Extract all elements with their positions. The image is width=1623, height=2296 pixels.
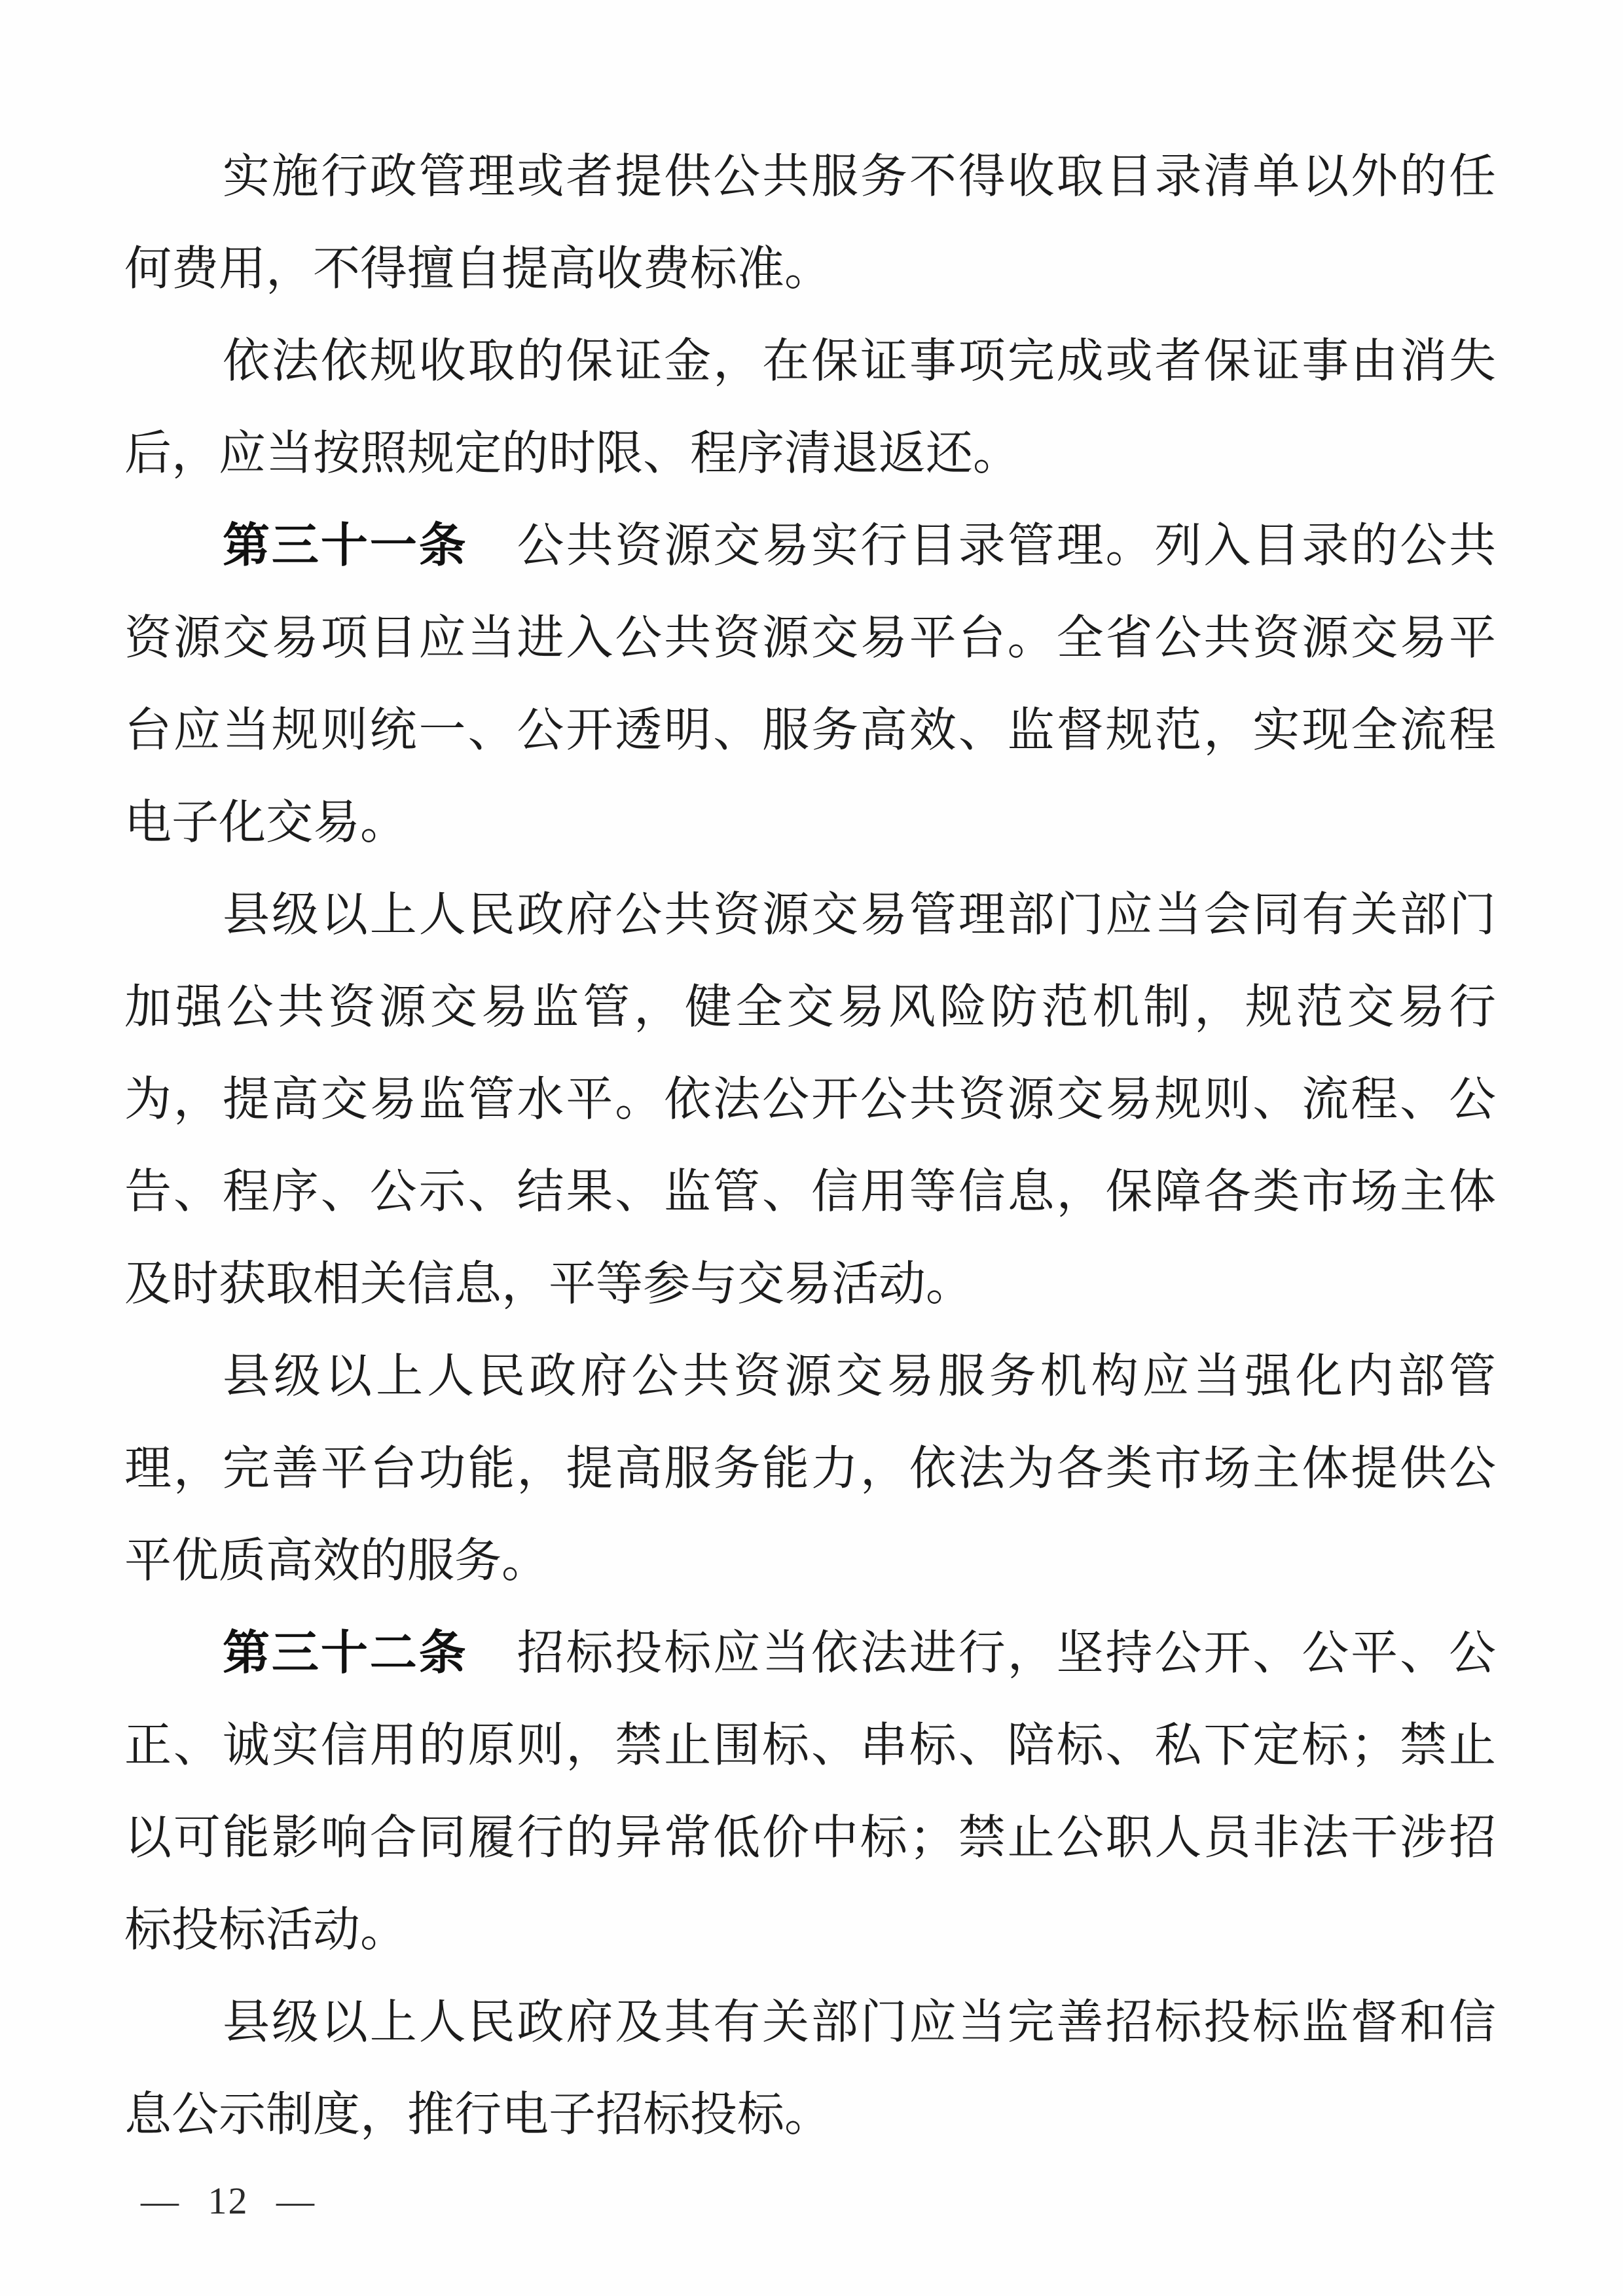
text-line (124, 961, 1496, 1054)
text-line (124, 1884, 1496, 1977)
line-text: 告、程序、公示、结果、监管、信用等信息，保障各类市场主体 (124, 1166, 1496, 1218)
line-text: 依法依规收取的保证金，在保证事项完成或者保证事由消失 (223, 335, 1496, 387)
text-line (124, 1700, 1496, 1792)
text-line (124, 1607, 1496, 1700)
line-text: 实施行政管理或者提供公共服务不得收取目录清单以外的任 (223, 151, 1496, 203)
line-text: 息公示制度，推行电子招标投标。 (124, 2089, 832, 2141)
line-text: 后，应当按照规定的时限、程序清退返还。 (124, 427, 1021, 480)
text-line (124, 1423, 1496, 1515)
text-line (124, 869, 1496, 961)
line-text: 资源交易项目应当进入公共资源交易平台。全省公共资源交易平 (124, 612, 1496, 664)
text-line (124, 685, 1496, 777)
line-text: 以可能影响合同履行的异常低价中标；禁止公职人员非法干涉招 (124, 1812, 1496, 1864)
line-text: 台应当规则统一、公开透明、服务高效、监督规范，实现全流程 (124, 704, 1496, 757)
text-line (124, 500, 1496, 592)
text-line (124, 592, 1496, 685)
line-text: 正、诚实信用的原则，禁止围标、串标、陪标、私下定标；禁止 (124, 1719, 1496, 1772)
text-line (124, 1977, 1496, 2069)
line-text: 平优质高效的服务。 (124, 1535, 549, 1587)
text-line (124, 1238, 1496, 1331)
line-text: 理，完善平台功能，提高服务能力，依法为各类市场主体提供公 (124, 1443, 1496, 1495)
line-text: 何费用，不得擅自提高收费标准。 (124, 243, 832, 295)
text-line (124, 1792, 1496, 1884)
line-text: 县级以上人民政府公共资源交易服务机构应当强化内部管 (223, 1350, 1496, 1403)
page-number: — 12 — (141, 2179, 316, 2222)
text-line (124, 2069, 1496, 2161)
line-text: 标投标活动。 (124, 1904, 408, 1956)
document-body (124, 131, 1496, 2161)
text-line (124, 408, 1496, 500)
text-line (124, 1146, 1496, 1238)
line-text: 为，提高交易监管水平。依法公开公共资源交易规则、流程、公 (124, 1073, 1496, 1126)
line-text: 招标投标应当依法进行，坚持公开、公平、公 (467, 1627, 1496, 1679)
page-number-footer (141, 2172, 316, 2231)
text-line (124, 315, 1496, 408)
text-line (124, 223, 1496, 315)
line-text: 及时获取相关信息，平等参与交易活动。 (124, 1258, 974, 1310)
article-number: 第三十二条 (223, 1627, 468, 1679)
text-line (124, 777, 1496, 869)
text-line (124, 131, 1496, 223)
text-line (124, 1331, 1496, 1423)
article-number: 第三十一条 (223, 520, 468, 572)
line-text: 县级以上人民政府及其有关部门应当完善招标投标监督和信 (223, 1996, 1496, 2049)
text-line (124, 1515, 1496, 1607)
line-text: 加强公共资源交易监管，健全交易风险防范机制，规范交易行 (124, 981, 1496, 1033)
text-line (124, 1054, 1496, 1146)
line-text: 县级以上人民政府公共资源交易管理部门应当会同有关部门 (223, 889, 1496, 941)
line-text: 公共资源交易实行目录管理。列入目录的公共 (467, 520, 1496, 572)
line-text: 电子化交易。 (124, 797, 408, 849)
